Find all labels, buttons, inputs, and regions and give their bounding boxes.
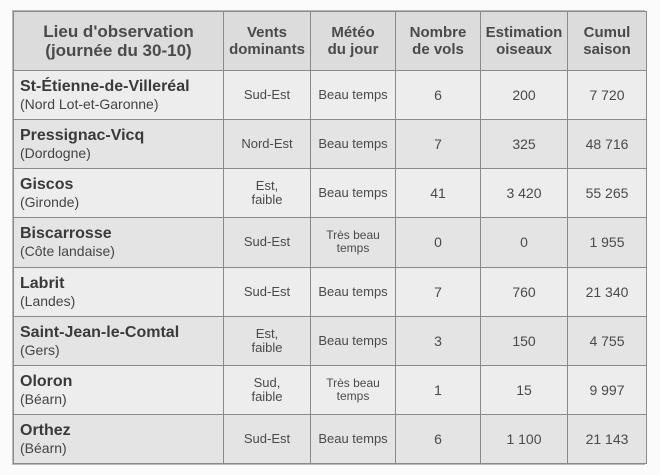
weather-line1: Beau temps [318,430,388,446]
flights-cell: 41 [396,169,481,218]
winds-line1: Est, [255,178,279,194]
location-region: (Côte landaise) [20,243,115,260]
estimate-cell: 325 [481,120,568,169]
weather-line1: Beau temps [318,332,388,348]
cumul-cell: 21 340 [568,267,647,316]
header-weather-line1: Météo [331,24,375,41]
winds-line1: Sud-Est [243,234,291,250]
observation-table-frame [12,10,645,465]
location-cell [14,218,224,267]
weather-cell [311,169,396,218]
winds-line1: Sud-Est [243,283,291,299]
weather-line1: Beau temps [318,136,388,152]
flights-cell: 6 [396,414,481,463]
flights-cell: 0 [396,218,481,267]
weather-cell [311,218,396,267]
header-flights-line1: Nombre [409,24,467,41]
header-location [14,12,224,71]
flights-cell: 1 [396,365,481,414]
location-region: (Dordogne) [20,145,91,162]
header-weather-line2: du jour [327,41,379,58]
cumul-cell: 9 997 [568,365,647,414]
estimate-cell: 150 [481,316,568,365]
estimate-cell: 1 100 [481,414,568,463]
header-estimate-line1: Estimation [485,24,563,41]
table-row [14,120,647,169]
flights-cell: 7 [396,267,481,316]
location-region: (Gers) [20,341,60,358]
weather-line1: Très beau [326,375,380,390]
cumul-cell: 48 716 [568,120,647,169]
winds-cell [224,365,311,414]
flights-cell: 7 [396,120,481,169]
table-row [14,169,647,218]
location-region: (Nord Lot-et-Garonne) [20,96,159,113]
location-cell [14,169,224,218]
winds-cell [224,218,311,267]
estimate-cell: 3 420 [481,169,568,218]
winds-line1: Est, [255,325,279,341]
estimate-cell: 0 [481,218,568,267]
winds-cell [224,267,311,316]
table-row [14,414,647,463]
weather-cell [311,120,396,169]
winds-line1: Sud, [253,374,281,390]
location-cell [14,316,224,365]
header-weather [311,12,396,71]
estimate-cell: 760 [481,267,568,316]
location-name: Oloron [20,372,73,390]
winds-line2: faible [251,339,283,355]
table-row [14,267,647,316]
estimate-cell: 15 [481,365,568,414]
table-row [14,365,647,414]
header-location-line1: Lieu d'observation [43,22,194,41]
location-cell [14,120,224,169]
weather-cell [311,267,396,316]
location-name: Labrit [20,274,65,292]
location-name: Giscos [20,176,74,194]
location-name: Biscarrosse [20,225,112,243]
weather-cell [311,365,396,414]
header-cumul [568,12,647,71]
location-cell [14,267,224,316]
location-region: (Landes) [20,292,76,309]
weather-cell [311,71,396,120]
location-cell [14,414,224,463]
winds-line1: Sud-Est [243,430,291,446]
cumul-cell: 4 755 [568,316,647,365]
location-name: St-Étienne-de-Villeréal [20,78,190,96]
header-flights [396,12,481,71]
location-cell [14,365,224,414]
cumul-cell: 55 265 [568,169,647,218]
weather-line1: Très beau [326,228,380,243]
header-cumul-line1: Cumul [583,24,631,41]
header-estimate [481,12,568,71]
winds-cell [224,120,311,169]
weather-cell [311,414,396,463]
winds-line1: Sud-Est [243,87,291,103]
location-cell [14,71,224,120]
header-winds-line2: dominants [229,41,305,58]
winds-cell [224,71,311,120]
header-location-line2: (journée du 30-10) [45,41,192,60]
location-name: Orthez [20,421,71,439]
winds-cell [224,169,311,218]
cumul-cell: 1 955 [568,218,647,267]
header-row [14,12,647,71]
location-name: Pressignac-Vicq [20,127,145,145]
location-region: (Béarn) [20,439,67,456]
weather-cell [311,316,396,365]
weather-line2: temps [336,388,370,403]
weather-line1: Beau temps [318,185,388,201]
flights-cell: 6 [396,71,481,120]
location-region: (Béarn) [20,390,67,407]
header-winds-line1: Vents [246,24,288,41]
table-row [14,218,647,267]
header-cumul-line2: saison [583,41,631,58]
winds-line2: faible [251,388,283,404]
winds-line1: Nord-Est [241,136,293,152]
estimate-cell: 200 [481,71,568,120]
header-flights-line2: de vols [412,41,464,58]
winds-cell [224,316,311,365]
winds-cell [224,414,311,463]
location-region: (Gironde) [20,194,80,211]
table-row [14,316,647,365]
observation-table [13,11,647,464]
header-estimate-line2: oiseaux [496,41,552,58]
location-name: Saint-Jean-le-Comtal [20,323,180,341]
header-winds [224,12,311,71]
winds-line2: faible [251,192,283,208]
flights-cell: 3 [396,316,481,365]
cumul-cell: 7 720 [568,71,647,120]
weather-line2: temps [336,241,370,256]
weather-line1: Beau temps [318,87,388,103]
table-row [14,71,647,120]
weather-line1: Beau temps [318,283,388,299]
cumul-cell: 21 143 [568,414,647,463]
